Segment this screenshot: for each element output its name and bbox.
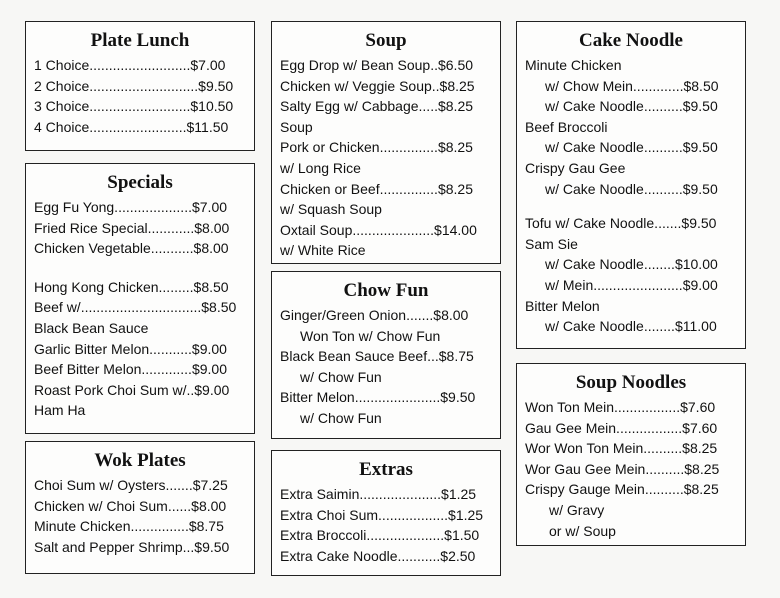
menu-item: Soup (280, 118, 313, 135)
menu-item: or w/ Soup (549, 522, 616, 539)
menu-item: Won Ton Mein.................$7.60 (525, 399, 716, 415)
menu-item: Minute Chicken...............$8.75 (34, 518, 224, 535)
menu-item: Beef Bitter Melon.............$9.00 (34, 361, 227, 378)
menu-item: w/ Long Rice (280, 159, 361, 176)
section-title: Chow Fun (343, 280, 429, 301)
plate-lunch-section (25, 21, 255, 151)
menu-item: Wor Won Ton Mein..........$8.25 (525, 440, 718, 457)
section-title: Extras (359, 459, 413, 480)
menu-item: Extra Saimin.....................$1.25 (280, 486, 477, 502)
soup-section (271, 21, 501, 264)
menu-item: 1 Choice..........................$7.00 (34, 57, 226, 73)
spacer (34, 259, 254, 277)
menu-item: w/ Cake Noodle........$10.00 (545, 256, 718, 273)
menu-item: Beef w/...............................$8.50 (34, 299, 237, 316)
menu-item: Pork or Chicken...............$8.25 (280, 139, 473, 156)
extras-section (271, 450, 501, 576)
menu-item: Gau Gee Mein.................$7.60 (525, 419, 718, 436)
wok-plates-section (25, 441, 255, 574)
menu-item: w/ Mein.......................$9.00 (545, 276, 718, 293)
menu-item: Egg Drop w/ Bean Soup..$6.50 (280, 57, 474, 73)
menu-item: Fried Rice Special............$8.00 (34, 219, 230, 236)
menu-item: Chicken w/ Choi Sum......$8.00 (34, 497, 227, 514)
menu-item: Won Ton w/ Chow Fun (300, 327, 441, 344)
menu-item: Beef Broccoli (525, 118, 608, 135)
menu-item: w/ Squash Soup (280, 201, 382, 218)
menu-item: Black Bean Sauce (34, 319, 149, 336)
menu-item: Salty Egg w/ Cabbage.....$8.25 (280, 98, 474, 115)
menu-item: Extra Choi Sum..................$1.25 (280, 506, 484, 523)
menu-item: Ginger/Green Onion.......$8.00 (280, 307, 469, 323)
section-title: Soup Noodles (575, 372, 687, 393)
menu-item: Chicken w/ Veggie Soup..$8.25 (280, 77, 475, 94)
menu-item: Egg Fu Yong....................$7.00 (34, 199, 228, 215)
menu-item: w/ Cake Noodle..........$9.50 (545, 98, 718, 115)
section-title: Plate Lunch (90, 30, 190, 51)
menu-item: Roast Pork Choi Sum w/..$9.00 (34, 381, 230, 398)
soup-noodles-section (516, 363, 746, 546)
specials-section (25, 163, 255, 434)
menu-item: Wor Gau Gee Mein..........$8.25 (525, 460, 720, 477)
menu-item: Tofu w/ Cake Noodle.......$9.50 (525, 215, 717, 232)
menu-item: Hong Kong Chicken.........$8.50 (34, 278, 229, 295)
menu-item: Black Bean Sauce Beef...$8.75 (280, 348, 474, 365)
menu-item: Crispy Gau Gee (525, 159, 626, 176)
menu-item: Ham Ha (34, 402, 86, 419)
menu-item: w/ Chow Fun (300, 409, 382, 426)
menu-item: Choi Sum w/ Oysters.......$7.25 (34, 477, 228, 493)
menu-item: w/ Cake Noodle........$11.00 (545, 318, 717, 335)
menu-item: Oxtail Soup.....................$14.00 (280, 221, 477, 238)
menu-item: Bitter Melon......................$9.50 (280, 389, 476, 406)
section-title: Wok Plates (94, 450, 186, 471)
menu-item: 3 Choice..........................$10.50 (34, 98, 234, 115)
menu-item: w/ Cake Noodle..........$9.50 (545, 180, 718, 197)
menu-item: Bitter Melon (525, 297, 600, 314)
menu-item: Sam Sie (525, 235, 578, 252)
menu-item: Crispy Gauge Mein..........$8.25 (525, 481, 719, 498)
section-title: Specials (107, 172, 173, 193)
menu-item: Salt and Pepper Shrimp...$9.50 (34, 538, 230, 555)
menu-item: Extra Broccoli....................$1.50 (280, 527, 480, 544)
menu-item: Minute Chicken (525, 57, 622, 73)
section-title: Cake Noodle (579, 30, 683, 51)
menu-item: Garlic Bitter Melon...........$9.00 (34, 340, 227, 357)
section-title: Soup (365, 30, 407, 51)
chow-fun-section (271, 271, 501, 439)
spacer (525, 199, 745, 213)
menu-item: w/ Gravy (549, 501, 605, 518)
menu-item: 2 Choice............................$9.50 (34, 77, 234, 94)
menu-item: w/ White Rice (280, 242, 366, 259)
menu-item: w/ Cake Noodle..........$9.50 (545, 139, 718, 156)
menu-item: Extra Cake Noodle...........$2.50 (280, 547, 476, 564)
menu-item: Chicken or Beef...............$8.25 (280, 180, 473, 197)
menu-item: 4 Choice.........................$11.50 (34, 118, 229, 135)
menu-item: w/ Chow Fun (300, 368, 382, 385)
menu-item: Chicken Vegetable...........$8.00 (34, 240, 229, 257)
cake-noodle-section (516, 21, 746, 349)
menu-item: w/ Chow Mein.............$8.50 (545, 77, 719, 94)
